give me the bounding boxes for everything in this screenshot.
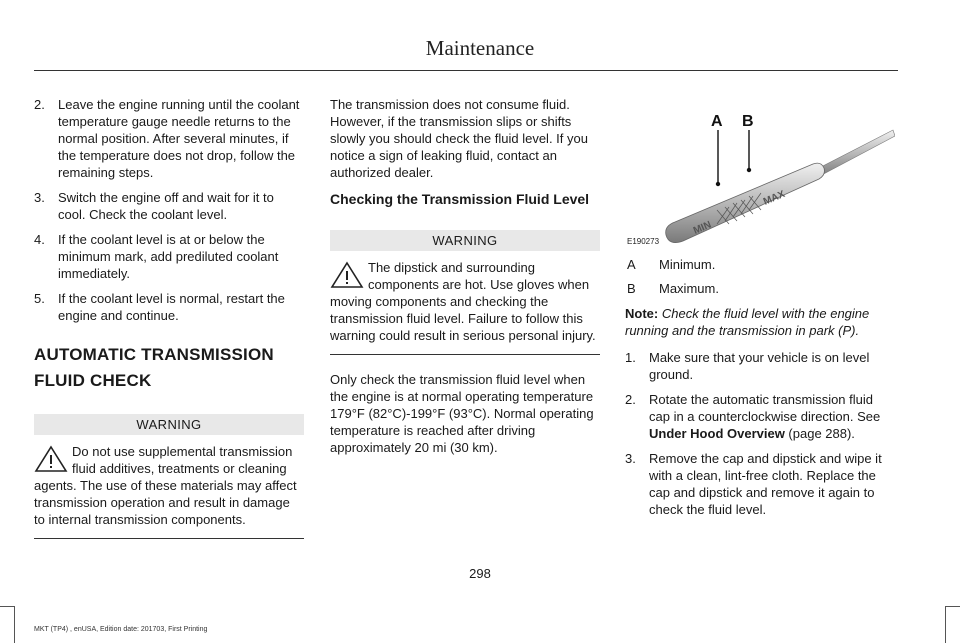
dipstick-steps-list	[625, 349, 895, 518]
figure-legend	[625, 256, 895, 297]
warning-triangle-icon	[34, 445, 68, 473]
warning-triangle-icon	[330, 261, 364, 289]
warning-label: WARNING	[34, 414, 304, 435]
min-marking: MIN	[691, 219, 714, 237]
column-middle	[330, 96, 600, 466]
dipstick-tip	[666, 163, 825, 242]
coolant-steps-list	[34, 96, 304, 324]
list-item: 2. Rotate the automatic transmission fluid cap in a counterclockwise direction. See Under Hood Overview (page 288).	[625, 392, 881, 441]
list-item: 3. Remove the cap and dipstick and wipe it with a clean, lint-free cloth. Replace the cap and dipstick and remove it again to check the fluid level.	[625, 451, 882, 517]
callout-dot-a	[716, 182, 720, 186]
intro-paragraph: The transmission does not consume fluid. However, if the transmission slips or shifts slowly you should check the fluid level. If you notice a sign of leaking fluid, contact an authorized dealer.	[330, 97, 588, 180]
legend-row: A Minimum.	[627, 257, 716, 272]
warning-text: The dipstick and surrounding components are hot. Use gloves when moving components and checking the transmission fluid level. Failure to follow this warning could result in serious personal injury.	[330, 260, 596, 343]
list-item: 1. Make sure that your vehicle is on level ground.	[625, 350, 870, 382]
callout-label-b: B	[742, 113, 754, 130]
crop-mark	[0, 606, 14, 607]
header-divider	[34, 70, 898, 71]
warning-box	[34, 443, 304, 539]
list-item: 3. Switch the engine off and wait for it to cool. Check the coolant level.	[34, 190, 274, 222]
temperature-paragraph: Only check the transmission fluid level when the engine is at normal operating temperature 179°F (82°C)-199°F (93°C). Normal operating temperature is reached after driving approximately 20 mi (30 km).	[330, 372, 594, 455]
legend-row: B Maximum.	[627, 281, 719, 296]
column-left	[34, 96, 304, 539]
dipstick-rod	[815, 130, 895, 177]
note-paragraph: Note: Check the fluid level with the engine running and the transmission in park (P).	[625, 306, 870, 338]
callout-label-a: A	[711, 113, 723, 130]
warning-text: Do not use supplemental transmission fluid additives, treatments or cleaning agents. The use of these materials may affect transmission operation and result in damage to internal transmission components.	[34, 444, 297, 527]
list-item: 5. If the coolant level is normal, restart the engine and continue.	[34, 291, 285, 323]
under-hood-overview-link[interactable]: Under Hood Overview	[649, 426, 785, 441]
dipstick-figure	[625, 104, 895, 246]
warning-label: WARNING	[330, 230, 600, 251]
section-title: AUTOMATIC TRANSMISSION FLUID CHECK	[34, 345, 274, 390]
crop-mark	[946, 606, 960, 607]
list-item: 2. Leave the engine running until the coolant temperature gauge needle returns to the normal position. After several minutes, if the temperature does not drop, follow the remaining steps.	[34, 97, 300, 180]
page-number: 298	[469, 566, 491, 581]
list-item: 4. If the coolant level is at or below the minimum mark, add prediluted coolant immediately.	[34, 232, 279, 281]
max-marking: MAX	[761, 188, 787, 208]
column-right	[625, 96, 895, 526]
figure-code: E190273	[627, 237, 660, 246]
warning-box	[330, 259, 600, 355]
page-header-title: Maintenance	[425, 36, 535, 60]
callout-dot-b	[747, 168, 751, 172]
print-info: MKT (TP4) , enUSA, Edition date: 201703, First Printing	[34, 626, 208, 633]
subheading: Checking the Transmission Fluid Level	[330, 191, 590, 207]
crop-mark	[14, 606, 15, 643]
crop-mark	[945, 606, 946, 643]
